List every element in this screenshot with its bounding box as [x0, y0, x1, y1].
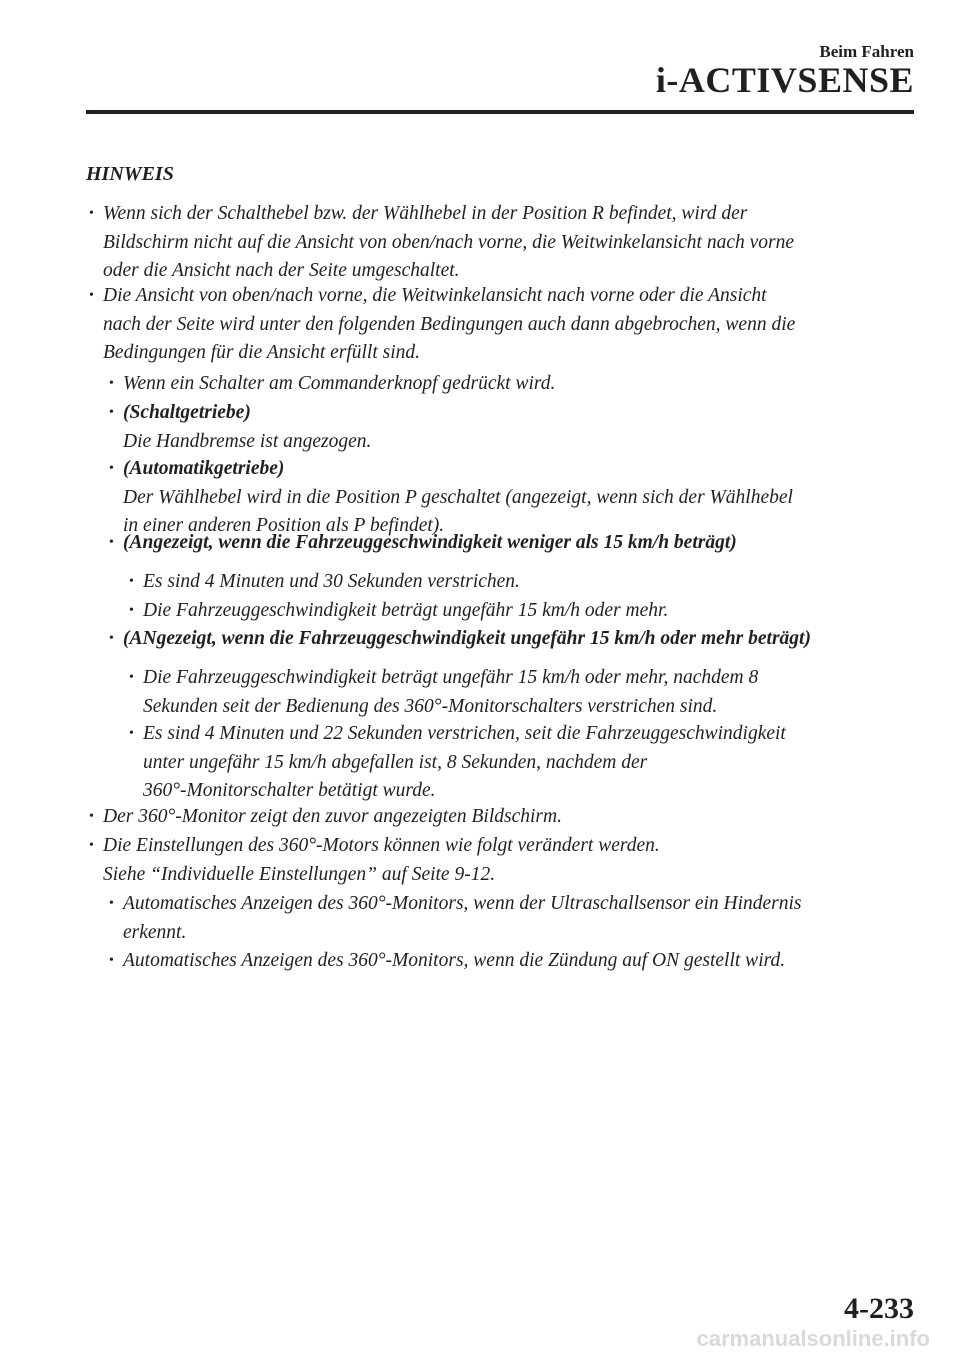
list-item: • Es sind 4 Minuten und 22 Sekunden verstrichen, seit die Fahrzeuggeschwindigkeit unter ungefähr 15 km/h abgefallen ist, 8 Sekunden, nachdem der 360°-Monitorschalter betätigt wurde.: [143, 720, 786, 806]
list-item: • Die Einstellungen des 360°-Motors können wie folgt verändert werden. Siehe “Individuelle Einstellungen” auf Seite 9-12.: [103, 832, 660, 889]
bullet-icon: •: [89, 838, 94, 853]
list-item: • Automatisches Anzeigen des 360°-Monitors, wenn der Ultraschallsensor ein Hindernis erkennt.: [123, 890, 802, 947]
list-item: • Die Ansicht von oben/nach vorne, die Weitwinkelansicht nach vorne oder die Ansicht nach der Seite wird unter den folgenden Bedingungen auch dann abgebrochen, wenn die Bedingungen für die Ansicht erfüllt sind.: [103, 282, 795, 368]
bullet-icon: •: [89, 288, 94, 303]
note-title: HINWEIS: [86, 163, 174, 185]
bullet-icon: •: [129, 670, 134, 685]
list-item: • (ANgezeigt, wenn die Fahrzeuggeschwindigkeit ungefähr 15 km/h oder mehr beträgt): [123, 625, 811, 654]
bullet-icon: •: [129, 603, 134, 618]
section-title: Beim Fahren: [819, 42, 914, 61]
list-item: • Die Fahrzeuggeschwindigkeit beträgt ungefähr 15 km/h oder mehr, nachdem 8 Sekunden seit der Bedienung des 360°-Monitorschalters verstrichen sind.: [143, 664, 758, 721]
list-item: • Der 360°-Monitor zeigt den zuvor angezeigten Bildschirm.: [103, 803, 562, 832]
header-divider: [86, 110, 914, 114]
list-item: • Wenn sich der Schalthebel bzw. der Wählhebel in der Position R befindet, wird der Bildschirm nicht auf die Ansicht von oben/nach vorne, die Weitwinkelansicht nach vorne oder die Ansicht nach der Seite umgeschaltet.: [103, 200, 794, 286]
bullet-icon: •: [109, 953, 114, 968]
bullet-icon: •: [109, 535, 114, 550]
list-item: • (Automatikgetriebe) Der Wählhebel wird in die Position P geschaltet (angezeigt, wenn sich der Wählhebel in einer anderen Position als P befindet).: [123, 455, 793, 541]
chapter-title: i-ACTIVSENSE: [655, 60, 914, 100]
page-number: 4-233: [844, 1292, 914, 1325]
list-item: • Automatisches Anzeigen des 360°-Monitors, wenn die Zündung auf ON gestellt wird.: [123, 947, 785, 976]
bullet-icon: •: [129, 726, 134, 741]
list-item: • Wenn ein Schalter am Commanderknopf gedrückt wird.: [123, 370, 555, 399]
bullet-icon: •: [109, 631, 114, 646]
list-item: • Es sind 4 Minuten und 30 Sekunden verstrichen.: [143, 568, 520, 597]
bullet-icon: •: [109, 896, 114, 911]
bullet-icon: •: [109, 376, 114, 391]
watermark: carmanualsonline.info: [696, 1326, 930, 1351]
bullet-icon: •: [89, 809, 94, 824]
bullet-icon: •: [109, 405, 114, 420]
bullet-icon: •: [129, 574, 134, 589]
list-item: • (Angezeigt, wenn die Fahrzeuggeschwindigkeit weniger als 15 km/h beträgt): [123, 529, 737, 558]
list-item: • Die Fahrzeuggeschwindigkeit beträgt ungefähr 15 km/h oder mehr.: [143, 597, 668, 626]
bullet-icon: •: [109, 461, 114, 476]
list-item: • (Schaltgetriebe) Die Handbremse ist angezogen.: [123, 399, 371, 456]
bullet-icon: •: [89, 206, 94, 221]
